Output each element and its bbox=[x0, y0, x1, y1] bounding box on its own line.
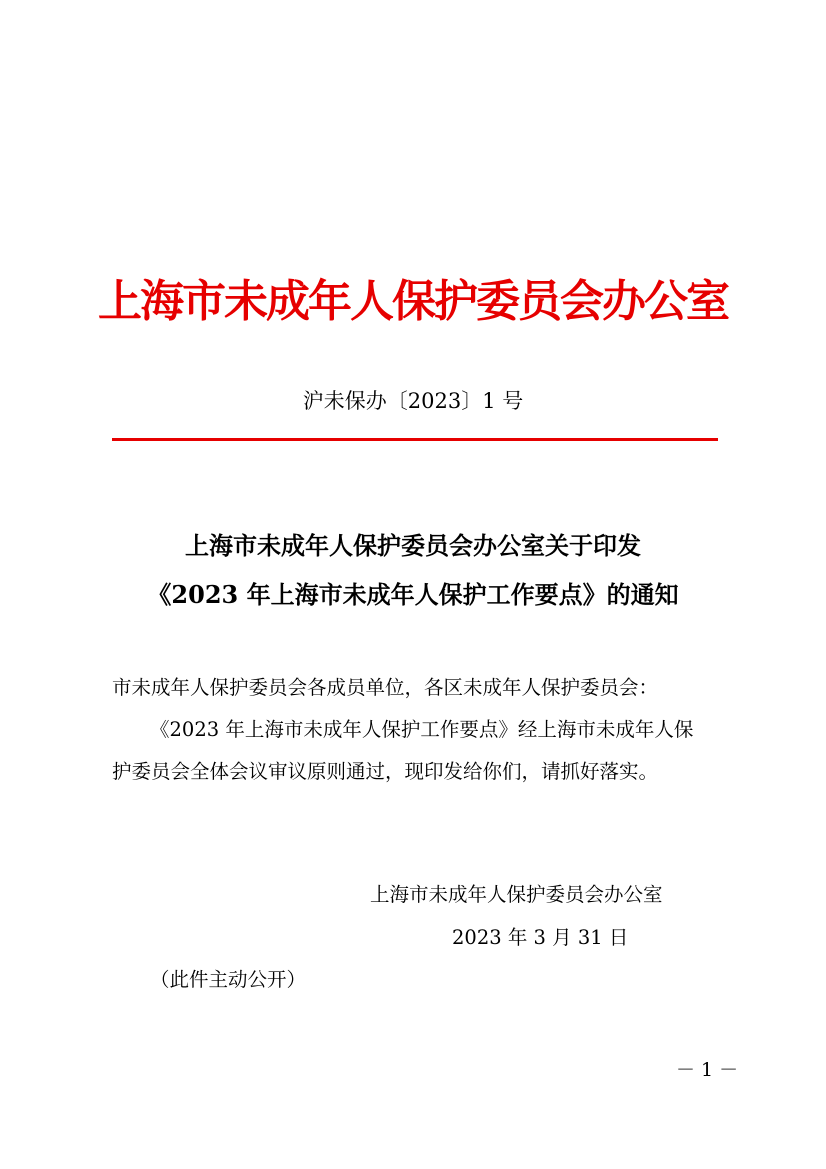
issuing-organization-header: 上海市未成年人保护委员会办公室 bbox=[98, 276, 728, 327]
signature-date: 2023 年 3 月 31 日 bbox=[452, 926, 629, 949]
document-title-line-2: 《2023 年上海市未成年人保护工作要点》的通知 bbox=[147, 580, 679, 609]
page-number: － 1 － bbox=[676, 1059, 739, 1081]
signature-organization: 上海市未成年人保护委员会办公室 bbox=[370, 883, 663, 906]
body-paragraph-line-1: 《2023 年上海市未成年人保护工作要点》经上海市未成年人保 bbox=[150, 718, 694, 741]
document-title-line-1: 上海市未成年人保护委员会办公室关于印发 bbox=[185, 531, 641, 560]
red-divider-line bbox=[112, 438, 718, 441]
disclosure-note: （此件主动公开） bbox=[150, 968, 307, 991]
document-number: 沪未保办〔2023〕1 号 bbox=[302, 389, 524, 413]
body-paragraph-line-2: 护委员会全体会议审议原则通过，现印发给你们，请抓好落实。 bbox=[112, 760, 659, 783]
addressee-line: 市未成年人保护委员会各成员单位，各区未成年人保护委员会： bbox=[112, 676, 659, 699]
